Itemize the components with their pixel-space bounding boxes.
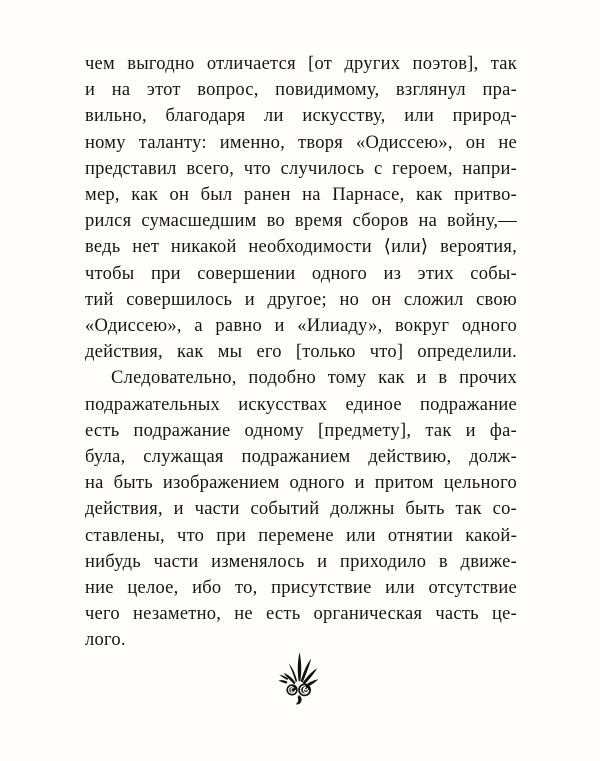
text-line: чего незаметно, не есть органическая часть це- — [85, 604, 517, 625]
text-line: представил всего, что случилось с героем, напри- — [85, 158, 517, 179]
text-line: тий совершилось и другое; но он сложил свою — [85, 289, 517, 310]
text-line: действия, и части событий должны быть так со- — [85, 499, 517, 520]
text-line: чем выгодно отличается [от других поэтов], так — [85, 54, 517, 74]
text-line: нибудь части изменялось и приходило в движе- — [85, 551, 517, 572]
text-line: «Одиссею», а равно и «Илиаду», вокруг одного — [85, 316, 517, 337]
text-line: есть подражание одному [предмету], так и фа- — [85, 420, 517, 441]
text-line: действия, как мы его [только что] определили. — [85, 342, 517, 363]
text-line: рился сумасшедшим во время сборов на войну,— — [85, 211, 517, 232]
text-line: мер, как он был ранен на Парнасе, как притво- — [85, 185, 517, 206]
text-line: на быть изображением одного и притом цельного — [85, 473, 517, 494]
paragraph-end-line: лого. — [85, 630, 126, 651]
text-line: ставлены, что при перемене или отнятии какой- — [85, 525, 517, 546]
text-line: була, служащая подражанием действию, долж- — [85, 447, 517, 468]
paragraph-start-line: Следовательно, подобно тому как и в прочих — [111, 368, 517, 389]
text-line: и на этот вопрос, повидимому, взглянул пра- — [85, 80, 517, 101]
text-line: ние целое, ибо то, присутствие или отсутствие — [85, 578, 517, 599]
text-line: ному таланту: именно, творя «Одиссею», он не — [85, 132, 517, 153]
text-line: подражательных искусствах единое подражание — [85, 394, 517, 415]
text-line: вильно, благодаря ли искусству, или природ- — [85, 106, 517, 127]
body-text — [85, 51, 517, 654]
text-line: ведь нет никакой необходимости ⟨или⟩ вероятия, — [85, 237, 517, 258]
palmette-ornament-icon — [276, 645, 323, 705]
text-line: чтобы при совершении одного из этих собы- — [85, 263, 517, 284]
